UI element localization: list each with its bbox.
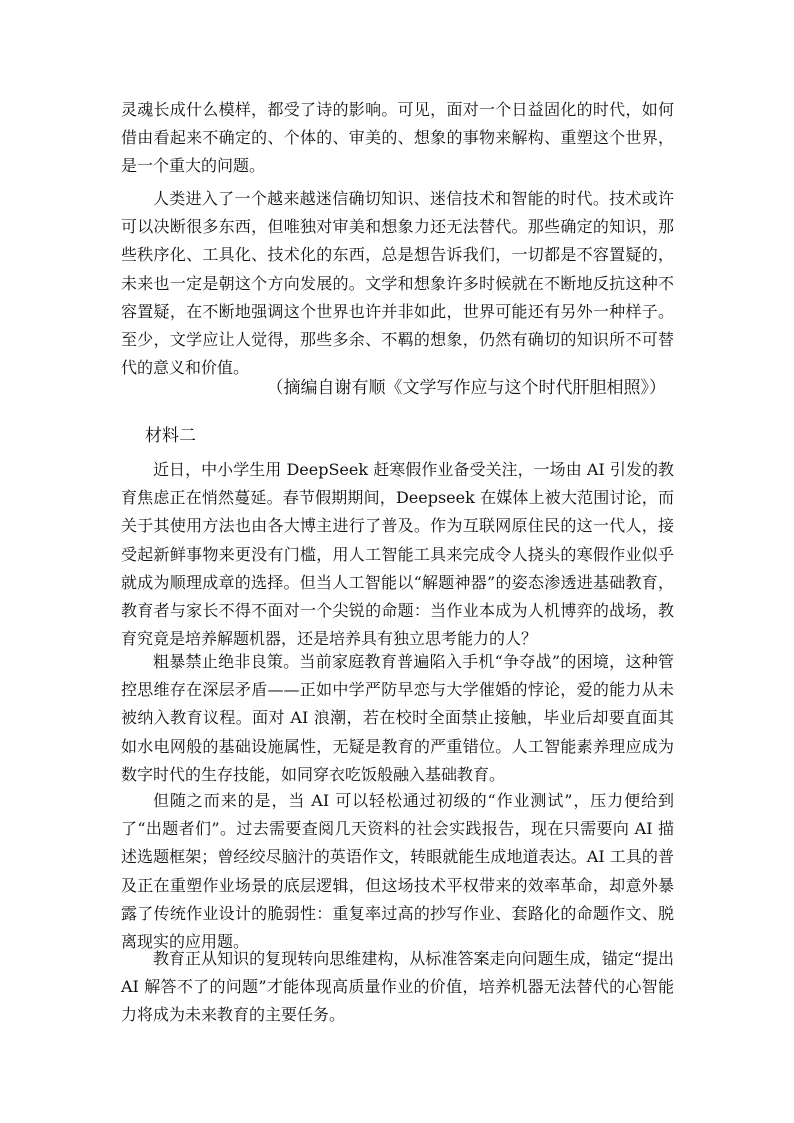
paragraph-4: 粗暴禁止绝非良策。当前家庭教育普遍陷入手机“争夺战”的困境，这种管控思维存在深层矛盾——正如中学严防早恋与大学催婚的悖论，爱的能力从未被纳入教育议程。面对 AI 浪潮，若在校时全面禁止接触，毕业后却要直面其如水电网般的基础设施属性，无疑是教育的严重错位。人工智能素养理应成为数字时代的生存技能，如同穿衣吃饭般融入基础教育。 xyxy=(121,652,674,784)
paragraph-2: 人类进入了一个越来越迷信确切知识、迷信技术和智能的时代。技术或许可以决断很多东西，但唯独对审美和想象力还无法替代。那些确定的知识，那些秩序化、工具化、技术化的东西，总是想告诉我们，一切都是不容置疑的，未来也一定是朝这个方向发展的。文学和想象许多时候就在不断地反抗这种不容置疑，在不断地强调这个世界也许并非如此，世界可能还有另外一种样子。至少，文学应让人觉得，那些多余、不羁的想象，仍然有确切的知识所不可替代的意义和价值。 xyxy=(121,189,674,378)
section-heading: 材料二 xyxy=(145,426,196,446)
source-citation: （摘编自谢有顺《文学写作应与这个时代肝胆相照》） xyxy=(266,378,666,398)
paragraph-1: 灵魂长成什么模样，都受了诗的影响。可见，面对一个日益固化的时代，如何借由看起来不确定的、个体的、审美的、想象的事物来解构、重塑这个世界，是一个重大的问题。 xyxy=(121,100,674,176)
paragraph-6: 教育正从知识的复现转向思维建构，从标准答案走向问题生成，锚定“提出 AI 解答不了的问题”才能体现高质量作业的价值，培养机器无法替代的心智能力将成为未来教育的主要任务。 xyxy=(121,949,674,1025)
paragraph-5: 但随之而来的是，当 AI 可以轻松通过初级的“作业测试”，压力便给到了“出题者们”。过去需要查阅几天资料的社会实践报告，现在只需要向 AI 描述选题框架；曾经绞尽脑汁的英语作文，转眼就能生成地道表达。AI 工具的普及正在重塑作业场景的底层逻辑，但这场技术平权带来的效率革命，却意外暴露了传统作业设计的脆弱性：重复率过高的抄写作业、套路化的命题作文、脱离现实的应用题。 xyxy=(121,791,674,952)
paragraph-3: 近日，中小学生用 DeepSeek 赶寒假作业备受关注，一场由 AI 引发的教育焦虑正在悄然蔓延。春节假期期间，Deepseek 在媒体上被大范围讨论，而关于其使用方法也由各大博主进行了普及。作为互联网原住民的这一代人，接受起新鲜事物来更没有门槛，用人工智能工具来完成令人挠头的寒假作业似乎就成为顺理成章的选择。但当人工智能以“解题神器”的姿态渗透进基础教育，教育者与家长不得不面对一个尖锐的命题：当作业本成为人机博弈的战场，教育究竟是培养解题机器，还是培养具有独立思考能力的人？ xyxy=(121,460,674,649)
